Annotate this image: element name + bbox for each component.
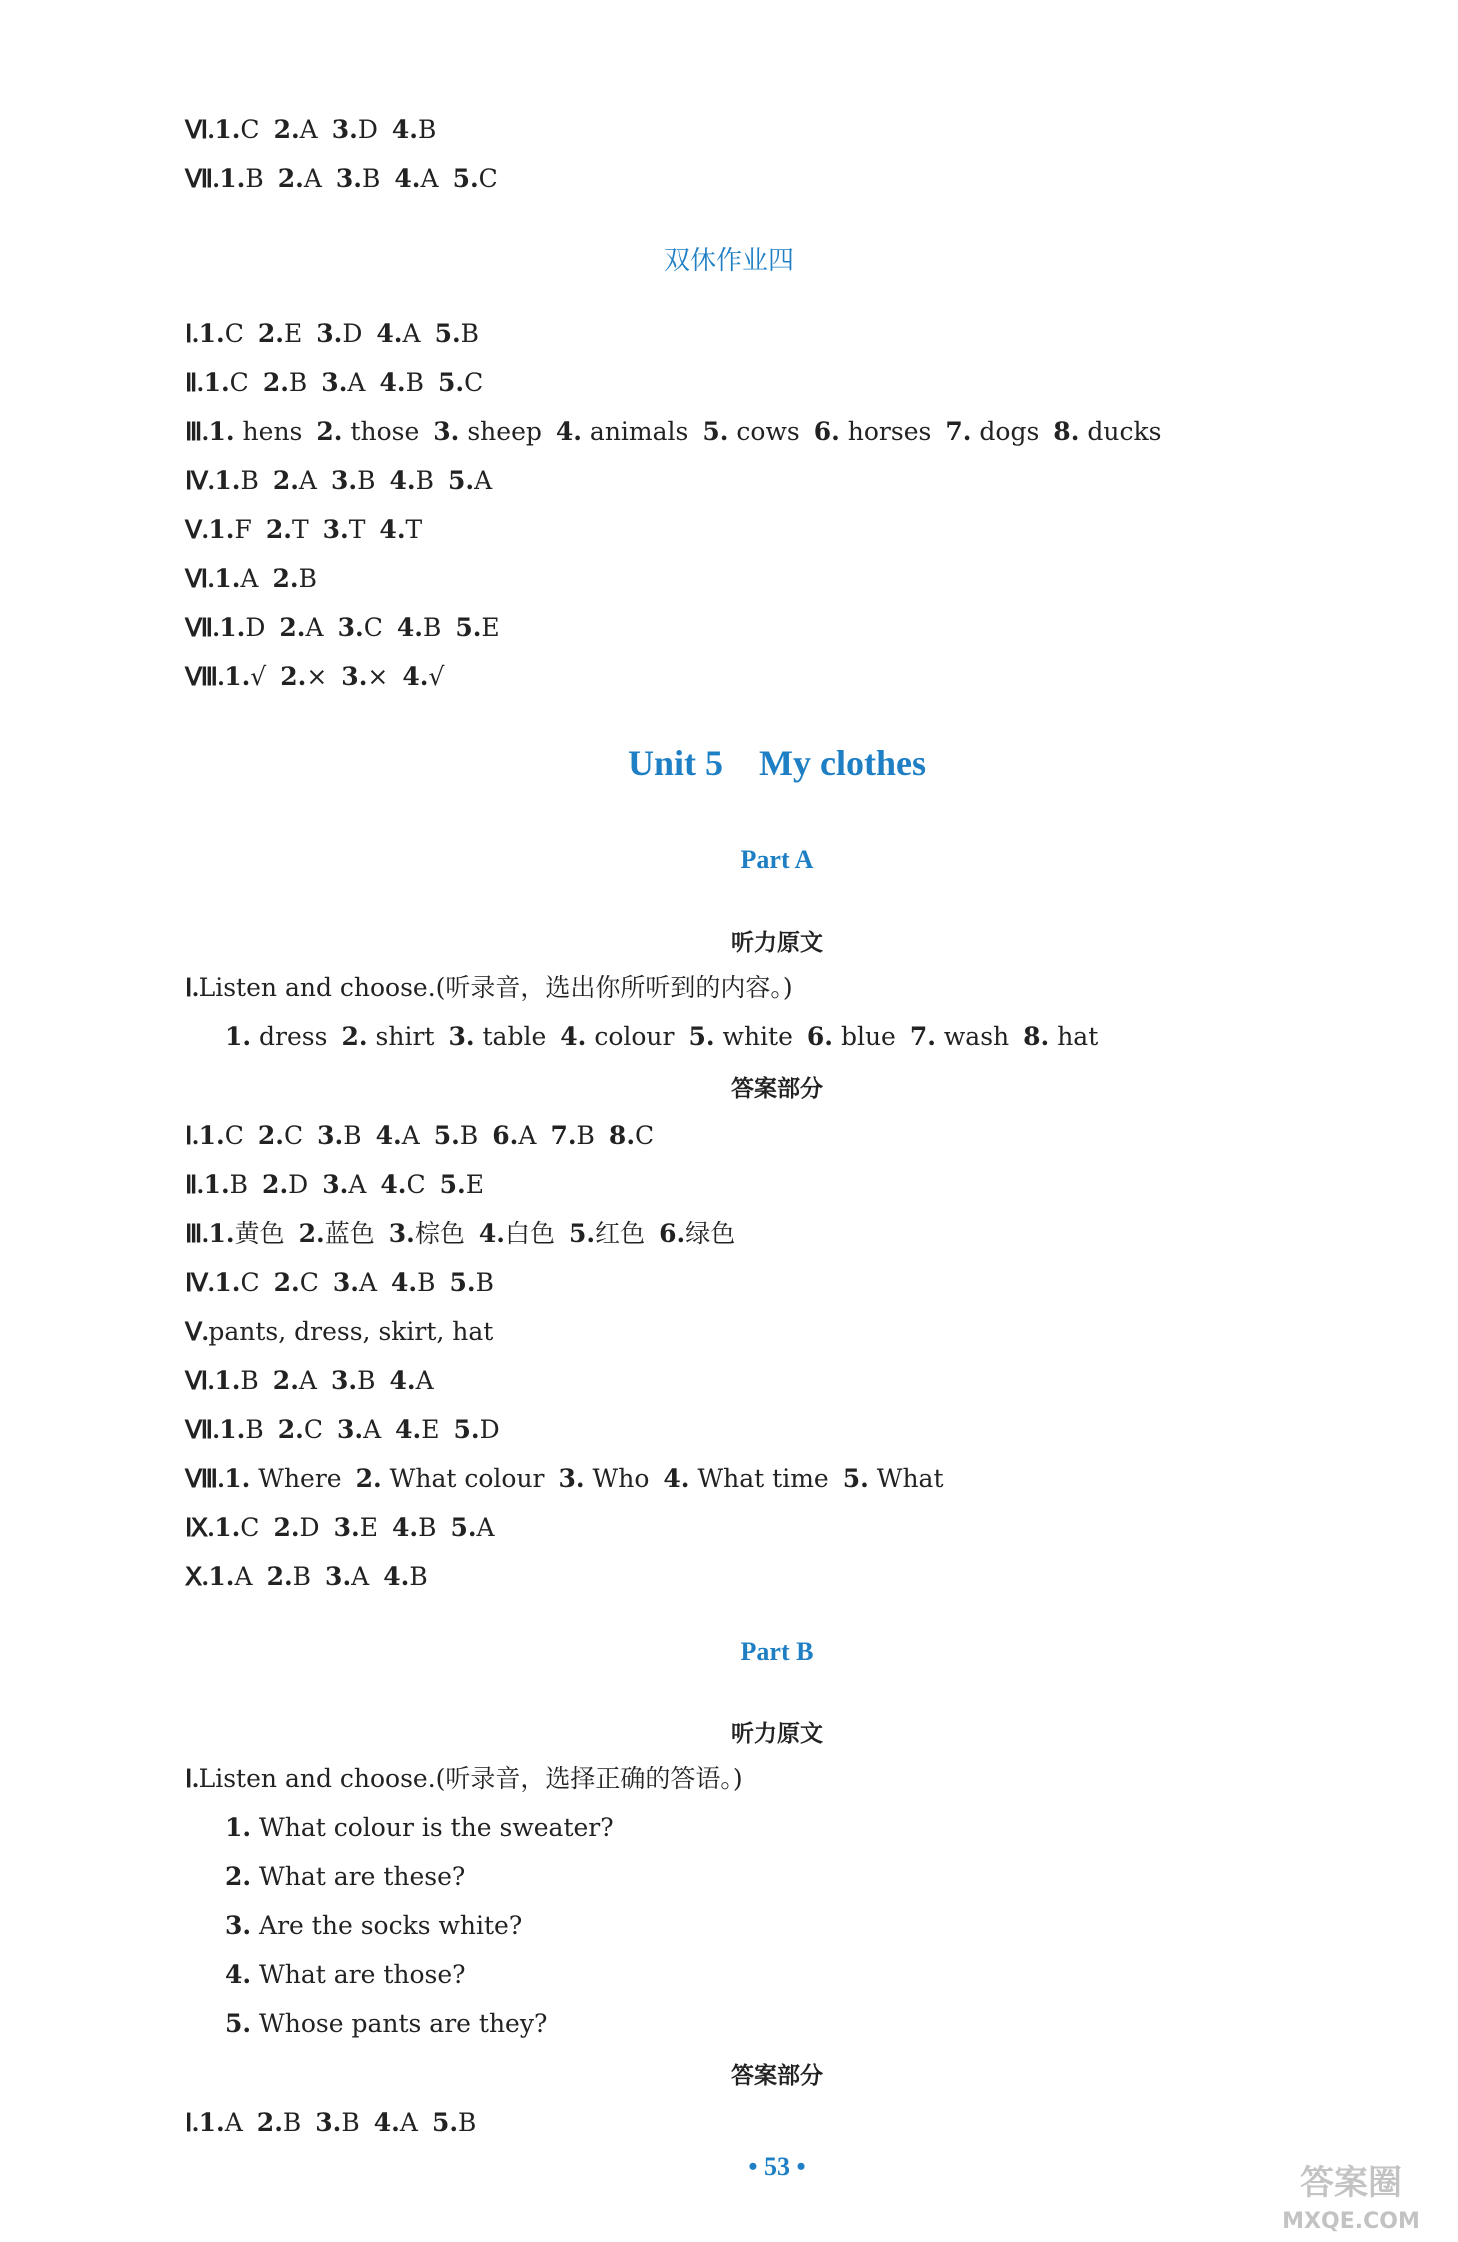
roman-numeral: Ⅱ. [185, 370, 204, 397]
answer-item: 2. those [316, 417, 420, 446]
answer-row-pb-0 [185, 2105, 476, 2142]
answer-item: 1.C [214, 115, 260, 144]
answer-item: 1.B [214, 466, 259, 495]
answer-item: 1.C [214, 1513, 260, 1542]
listening-item: 6. blue [806, 1022, 896, 1051]
answer-item: 2.T [265, 515, 309, 544]
answer-item: 1.黄色 [208, 1219, 285, 1248]
answer-item: 1.C [214, 1268, 260, 1297]
answer-item: 4.A [376, 319, 421, 348]
answer-item: 2.A [277, 164, 322, 193]
answer-row-a-0 [185, 1118, 654, 1155]
answer-item: 1.B [219, 164, 264, 193]
answer-item: 5.A [450, 1513, 495, 1542]
answer-item: 5.B [433, 1121, 479, 1150]
roman-numeral: Ⅲ. [185, 419, 209, 446]
answer-item: 3.B [330, 1366, 376, 1395]
question-text: 3. Are the socks white? [225, 1911, 523, 1940]
roman-numeral: Ⅵ. [185, 566, 215, 593]
roman-numeral: Ⅹ. [185, 1564, 209, 1591]
roman-numeral: Ⅵ. [185, 1368, 215, 1395]
answer-item: 3.棕色 [388, 1219, 465, 1248]
answer-row-b1-0 [185, 112, 436, 149]
answer-item: 4.B [389, 466, 434, 495]
part-a-listening-items [225, 1019, 1098, 1055]
roman-numeral: Ⅰ. [185, 1766, 199, 1793]
roman-numeral: Ⅷ. [185, 1466, 225, 1493]
question-4 [225, 2006, 547, 2042]
answer-item: 3.A [336, 1415, 382, 1444]
answer-item: 3.B [315, 2108, 360, 2137]
roman-numeral: Ⅰ. [185, 321, 199, 348]
answer-item: 4.B [383, 1562, 428, 1591]
answer-item: 3. sheep [433, 417, 542, 446]
answer-item: 1.F [208, 515, 252, 544]
roman-numeral: Ⅴ. [185, 517, 209, 544]
watermark-domain: MXQE.COM [1282, 2209, 1420, 2234]
answer-item: 4.T [379, 515, 423, 544]
answer-item: 4.A [394, 164, 439, 193]
answer-item: 4. animals [555, 417, 689, 446]
roman-numeral: Ⅰ. [185, 975, 199, 1002]
answer-row-b1-1 [185, 161, 498, 198]
roman-numeral: Ⅶ. [185, 615, 220, 642]
question-2 [225, 1908, 522, 1944]
roman-numeral: Ⅰ. [185, 2110, 199, 2137]
answer-item: 3.A [332, 1268, 377, 1297]
answer-item: 3.A [325, 1562, 370, 1591]
answer-item: 5. cows [702, 417, 800, 446]
answer-item: 2.A [279, 613, 324, 642]
roman-numeral: Ⅳ. [185, 468, 215, 495]
answer-item: 2.C [277, 1415, 323, 1444]
answer-item: 3.B [317, 1121, 362, 1150]
roman-numeral: Ⅶ. [185, 166, 220, 193]
listening-item: 1. dress [225, 1022, 328, 1051]
roman-numeral: Ⅲ. [185, 1221, 209, 1248]
question-text: 2. What are these? [225, 1862, 466, 1891]
answer-item: 4.A [373, 2108, 418, 2137]
answer-item: 1.C [198, 319, 244, 348]
answer-item: 8.C [608, 1121, 655, 1150]
answer-item: 7.B [550, 1121, 595, 1150]
part-b-title: Part B [740, 1637, 814, 1666]
answer-item: 5.C [437, 368, 484, 397]
answer-item: 3.D [316, 319, 363, 348]
answer-item: 5.E [455, 613, 500, 642]
part-a-answer-title: 答案部分 [731, 1076, 823, 1102]
roman-numeral: Ⅱ. [185, 1172, 204, 1199]
question-0 [225, 1810, 614, 1846]
answer-item: 1.B [203, 1170, 249, 1199]
answer-item: 2.D [262, 1170, 309, 1199]
answer-row-b2-0 [185, 316, 479, 353]
question-3 [225, 1957, 466, 1993]
listening-item: 4. colour [560, 1022, 675, 1051]
roman-numeral: Ⅰ. [185, 1123, 199, 1150]
answer-item: 2.B [256, 2108, 302, 2137]
answer-item: 2.D [273, 1513, 320, 1542]
answer-row-a-4 [185, 1314, 493, 1351]
answer-item: 2.B [266, 1562, 312, 1591]
part-b-listening-title: 听力原文 [731, 1721, 823, 1747]
answer-item: 1.A [198, 2108, 243, 2137]
answer-item: 4.B [379, 368, 424, 397]
watermark-main: 答案圈 [1300, 2163, 1402, 2203]
roman-numeral: Ⅳ. [185, 1270, 215, 1297]
answer-row-b2-3 [185, 463, 492, 500]
answer-item: 4.B [391, 1268, 436, 1297]
roman-numeral: Ⅸ. [185, 1515, 215, 1542]
answer-row-a-7 [185, 1461, 944, 1498]
answer-item: 1. hens [208, 417, 303, 446]
answer-row-a-3 [185, 1265, 494, 1302]
question-1 [225, 1859, 465, 1895]
answer-item: 4.白色 [478, 1219, 555, 1248]
answer-item: 6. horses [813, 417, 932, 446]
answer-item: 4.√ [402, 662, 445, 691]
answer-row-a-6 [185, 1412, 500, 1449]
answer-item: 4.B [391, 115, 437, 144]
answer-item: pants, dress, skirt, hat [208, 1317, 494, 1346]
answer-row-a-8 [185, 1510, 495, 1547]
intro-text: Listen and choose.(听录音，选择正确的答语。) [198, 1764, 743, 1793]
answer-item: 2.A [272, 1366, 317, 1395]
answer-item: 1.D [219, 613, 266, 642]
answer-item: 5.B [434, 319, 480, 348]
question-text: 1. What colour is the sweater? [225, 1813, 614, 1842]
answer-item: 1.A [208, 1562, 253, 1591]
part-a-listening-intro [185, 970, 793, 1007]
answer-item: 3.× [341, 662, 389, 691]
answer-row-b2-1 [185, 365, 483, 402]
intro-text: Listen and choose.(听录音，选出你所听到的内容。) [198, 973, 793, 1002]
question-text: 4. What are those? [225, 1960, 466, 1989]
answer-item: 1.C [198, 1121, 244, 1150]
answer-item: 4.B [396, 613, 442, 642]
answer-item: 3.C [337, 613, 383, 642]
answer-item: 5. What [842, 1464, 944, 1493]
answer-item: 3.B [330, 466, 376, 495]
answer-item: 7. dogs [945, 417, 1040, 446]
section-title: 双休作业四 [663, 246, 794, 276]
answer-item: 1.A [214, 564, 259, 593]
listening-item: 7. wash [909, 1022, 1010, 1051]
roman-numeral: Ⅴ. [185, 1319, 209, 1346]
answer-item: 5.红色 [569, 1219, 646, 1248]
answer-row-a-2 [185, 1216, 735, 1253]
answer-item: 3.A [321, 368, 366, 397]
unit-title: Unit 5 My clothes [628, 743, 926, 783]
answer-item: 2.E [257, 319, 303, 348]
answer-item: 1.B [214, 1366, 259, 1395]
answer-item: 2.A [272, 466, 317, 495]
answer-item: 1. Where [224, 1464, 342, 1493]
answer-item: 4.E [395, 1415, 440, 1444]
answer-item: 8. ducks [1053, 417, 1162, 446]
part-a-listening-title: 听力原文 [731, 930, 823, 956]
answer-item: 4.A [375, 1121, 420, 1150]
part-b-listening-intro [185, 1761, 743, 1798]
answer-item: 4.B [391, 1513, 437, 1542]
part-b-answer-title: 答案部分 [731, 2063, 823, 2089]
answer-item: 2.C [257, 1121, 304, 1150]
answer-item: 5.B [449, 1268, 494, 1297]
answer-item: 5.A [447, 466, 493, 495]
answer-row-a-1 [185, 1167, 484, 1204]
roman-numeral: Ⅷ. [185, 664, 225, 691]
answer-item: 4.A [389, 1366, 434, 1395]
roman-numeral: Ⅵ. [185, 117, 215, 144]
answer-item: 5.E [439, 1170, 484, 1199]
answer-item: 3.D [331, 115, 378, 144]
listening-item: 3. table [448, 1022, 547, 1051]
answer-item: 3.A [322, 1170, 367, 1199]
answer-row-b2-4 [185, 512, 422, 549]
question-text: 5. Whose pants are they? [225, 2009, 548, 2038]
answer-item: 6.绿色 [659, 1219, 736, 1248]
listening-item: 5. white [688, 1022, 793, 1051]
answer-item: 5.D [453, 1415, 500, 1444]
answer-row-a-9 [185, 1559, 428, 1596]
answer-item: 4.C [380, 1170, 426, 1199]
answer-row-b2-6 [185, 610, 500, 647]
answer-item: 5.C [452, 164, 498, 193]
answer-row-a-5 [185, 1363, 434, 1400]
answer-item: 2.蓝色 [298, 1219, 375, 1248]
watermark-logo [1256, 2156, 1446, 2236]
answer-item: 2.× [280, 662, 328, 691]
answer-item: 2. What colour [355, 1464, 545, 1493]
answer-item: 2.C [273, 1268, 319, 1297]
answer-item: 3.T [322, 515, 366, 544]
answer-item: 6.A [492, 1121, 537, 1150]
answer-item: 2.A [273, 115, 318, 144]
answer-item: 2.B [262, 368, 308, 397]
roman-numeral: Ⅶ. [185, 1417, 220, 1444]
answer-item: 3. Who [558, 1464, 650, 1493]
part-a-title: Part A [740, 845, 814, 874]
answer-item: 5.B [431, 2108, 477, 2137]
answer-row-b2-5 [185, 561, 317, 598]
answer-item: 1.√ [224, 662, 267, 691]
answer-item: 4. What time [663, 1464, 829, 1493]
answer-item: 3.E [333, 1513, 378, 1542]
answer-row-b2-7 [185, 659, 444, 696]
answer-item: 1.B [219, 1415, 264, 1444]
answer-item: 1.C [203, 368, 249, 397]
listening-item: 2. shirt [341, 1022, 435, 1051]
answer-row-b2-2 [185, 414, 1161, 451]
answer-item: 2.B [272, 564, 317, 593]
listening-item: 8. hat [1023, 1022, 1099, 1051]
page-number: • 53 • [748, 2152, 806, 2181]
answer-item: 3.B [335, 164, 381, 193]
